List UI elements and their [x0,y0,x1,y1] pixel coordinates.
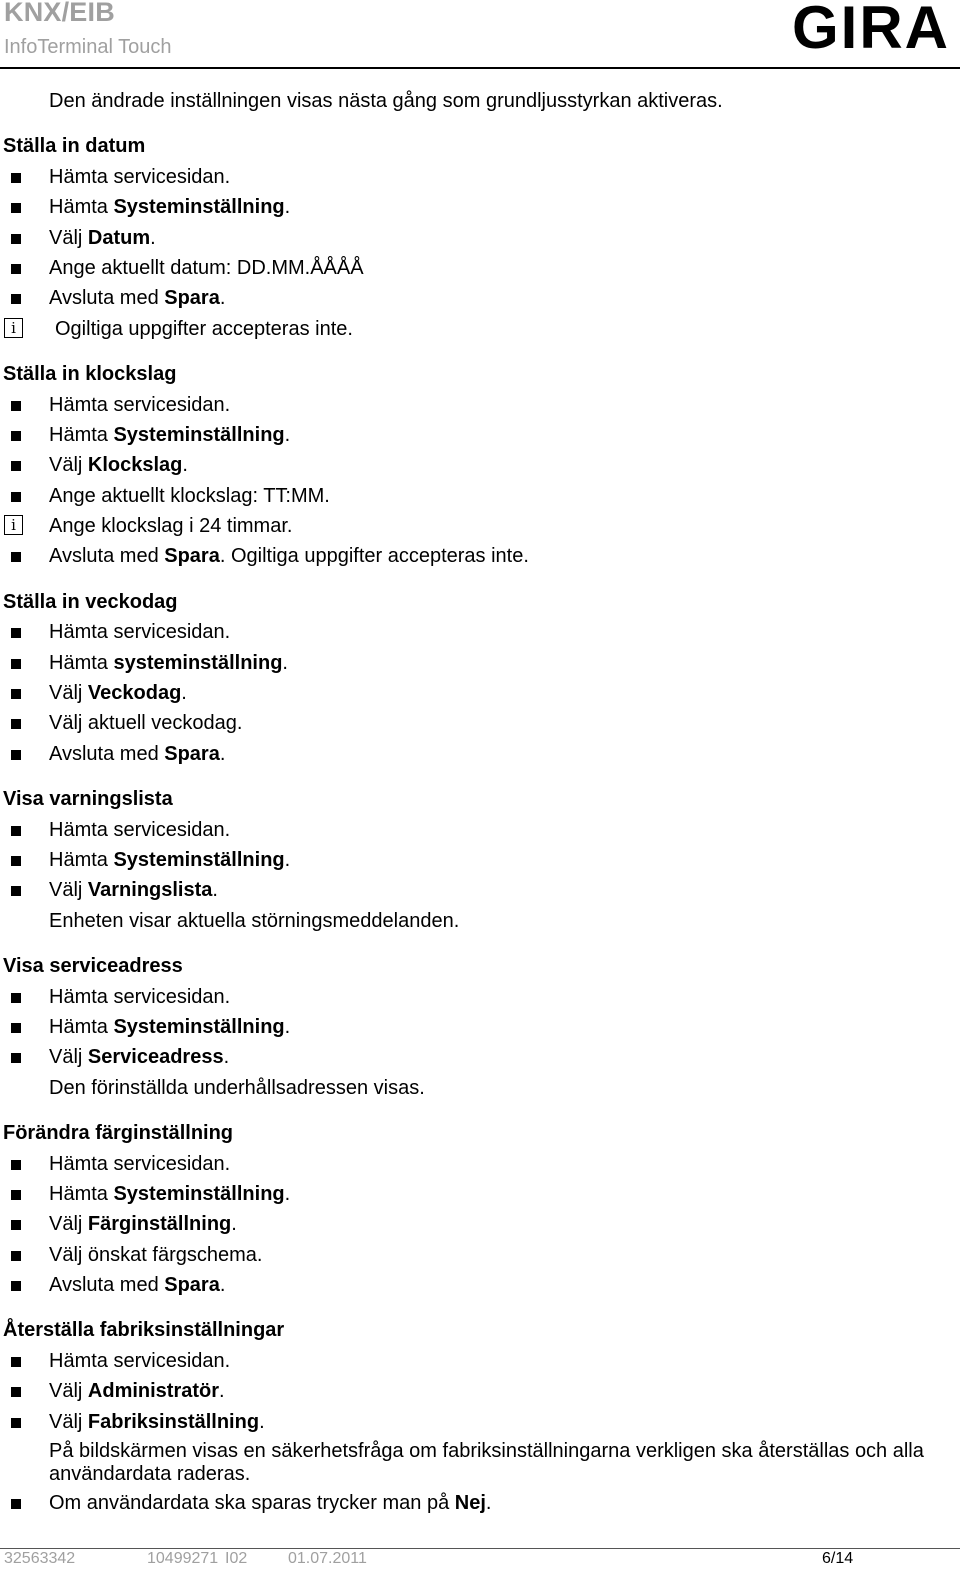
note-varningslista: Enheten visar aktuella störningsmeddelanden. [49,909,460,932]
footer-revision: I02 [225,1550,248,1567]
bullet-icon [11,431,21,441]
step-klockslag-2: Hämta Systeminställning. [0,420,960,450]
heading-klockslag: Ställa in klockslag [3,363,177,386]
note-fabrik: På bildskärmen visas en säkerhetsfråga om fabriksinställningarna verkligen ska återställas och alla användardata raderas. [49,1440,924,1486]
step-datum-4: Ange aktuellt datum: DD.MM.ÅÅÅÅ [0,253,960,283]
bullet-icon [11,461,21,471]
info-klockslag: i Ange klockslag i 24 timmar. [0,511,960,541]
step-fabrik-4: Om användardata ska sparas trycker man på Nej. [0,1488,960,1518]
info-datum: i Ogiltiga uppgifter accepteras inte. [0,314,960,344]
gira-logo: GIRA [792,0,950,61]
step-serviceadress-1: Hämta servicesidan. [0,982,960,1012]
heading-datum: Ställa in datum [3,135,146,158]
step-veckodag-4: Välj aktuell veckodag. [0,708,960,738]
step-fabrik-2: Välj Administratör. [0,1376,960,1406]
step-fabrik-3: Välj Fabriksinställning. [0,1407,960,1437]
step-varningslista-2: Hämta Systeminställning. [0,845,960,875]
heading-veckodag: Ställa in veckodag [3,590,178,613]
bullet-icon [11,1023,21,1033]
heading-fabriksinstallningar: Återställa fabriksinställningar [3,1319,285,1342]
bullet-icon [11,492,21,502]
step-farg-4: Välj önskat färgschema. [0,1240,960,1270]
bullet-icon [11,234,21,244]
bullet-icon [11,750,21,760]
bullet-icon [11,1190,21,1200]
bullet-icon [11,1053,21,1063]
bullet-icon [11,689,21,699]
bullet-icon [11,993,21,1003]
step-klockslag-1: Hämta servicesidan. [0,390,960,420]
bullet-icon [11,173,21,183]
bullet-icon [11,659,21,669]
footer-reference: 10499271 [147,1550,219,1567]
bullet-icon [11,552,21,562]
step-datum-5: Avsluta med Spara. [0,283,960,313]
step-serviceadress-2: Hämta Systeminställning. [0,1012,960,1042]
document-body [0,86,960,1518]
bullet-icon [11,886,21,896]
step-serviceadress-3: Välj Serviceadress. [0,1042,960,1072]
step-farg-1: Hämta servicesidan. [0,1149,960,1179]
bullet-icon [11,1357,21,1367]
step-veckodag-3: Välj Veckodag. [0,678,960,708]
bullet-icon [11,628,21,638]
step-farg-2: Hämta Systeminställning. [0,1179,960,1209]
page-header [0,0,960,70]
step-fabrik-1: Hämta servicesidan. [0,1346,960,1376]
bullet-icon [11,1251,21,1261]
heading-varningslista: Visa varningslista [3,788,173,811]
intro-text: Den ändrade inställningen visas nästa gång som grundljusstyrkan aktiveras. [49,90,723,112]
step-datum-3: Välj Datum. [0,223,960,253]
step-klockslag-5: Avsluta med Spara. Ogiltiga uppgifter accepteras inte. [0,541,960,571]
step-veckodag-1: Hämta servicesidan. [0,617,960,647]
bullet-icon [11,1387,21,1397]
header-title: KNX/EIB [4,0,115,27]
heading-serviceadress: Visa serviceadress [3,955,183,978]
bullet-icon [11,826,21,836]
bullet-icon [11,401,21,411]
footer-document-number: 32563342 [4,1550,76,1567]
info-icon: i [4,515,23,535]
step-varningslista-1: Hämta servicesidan. [0,815,960,845]
page-footer [0,1548,960,1586]
bullet-icon [11,1220,21,1230]
step-datum-2: Hämta Systeminställning. [0,192,960,222]
bullet-icon [11,294,21,304]
bullet-icon [11,1160,21,1170]
bullet-icon [11,1418,21,1428]
step-farg-3: Välj Färginställning. [0,1209,960,1239]
footer-divider [0,1548,960,1549]
step-veckodag-5: Avsluta med Spara. [0,739,960,769]
step-varningslista-3: Välj Varningslista. [0,875,960,905]
step-veckodag-2: Hämta systeminställning. [0,648,960,678]
heading-farginstallning: Förändra färginställning [3,1122,234,1145]
note-serviceadress: Den förinställda underhållsadressen visas. [49,1076,425,1099]
header-divider [0,67,960,69]
bullet-icon [11,1499,21,1509]
footer-date: 01.07.2011 [288,1550,367,1567]
step-datum-1: Hämta servicesidan. [0,162,960,192]
bullet-icon [11,719,21,729]
footer-page-number: 6/14 [822,1550,854,1567]
step-klockslag-3: Välj Klockslag. [0,450,960,480]
step-farg-5: Avsluta med Spara. [0,1270,960,1300]
info-icon: i [4,318,23,338]
bullet-icon [11,856,21,866]
bullet-icon [11,264,21,274]
bullet-icon [11,1281,21,1291]
header-subtitle: InfoTerminal Touch [4,36,172,58]
step-klockslag-4: Ange aktuellt klockslag: TT:MM. [0,481,960,511]
bullet-icon [11,203,21,213]
